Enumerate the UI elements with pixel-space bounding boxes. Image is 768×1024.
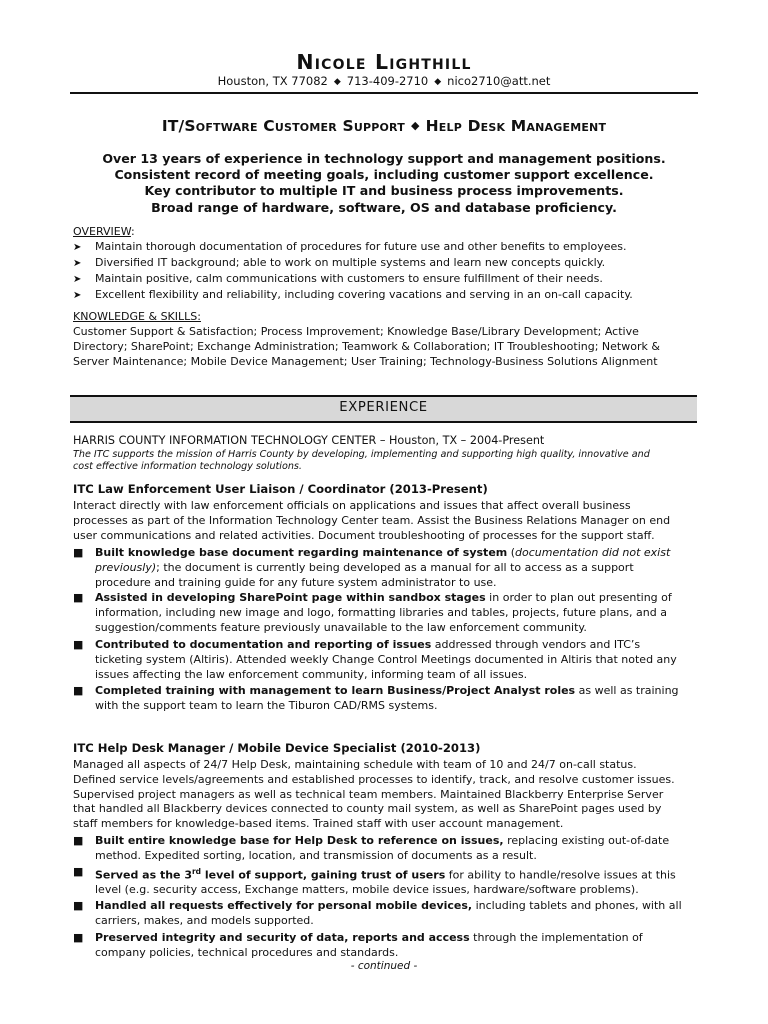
bullet-line: ticketing system (Altiris). Attended weekly Change Control Meetings documented in Altiris that noted any — [95, 652, 677, 666]
mission-line: cost effective information technology solutions. — [73, 461, 302, 473]
bullet-body — [95, 834, 669, 864]
ordinal-suffix: rd — [191, 867, 202, 876]
bullet-line — [95, 591, 672, 606]
bullet-text: replacing existing out-of-date — [503, 834, 670, 847]
list-item — [73, 255, 713, 271]
bullet-bold: Assisted in developing SharePoint page within sandbox stages — [95, 591, 486, 604]
bullet-line — [95, 546, 670, 561]
diamond-separator-icon: ◆ — [434, 77, 442, 87]
role-title: ITC Help Desk Manager / Mobile Device Specialist (2010-2013) — [73, 741, 481, 755]
overview-heading — [73, 225, 135, 239]
overview-label: OVERVIEW — [73, 225, 131, 238]
arrow-bullet-icon: ➤ — [73, 258, 82, 269]
list-item-text: Maintain thorough documentation of procedures for future use and other benefits to employees. — [95, 240, 627, 253]
summary-line: Consistent record of meeting goals, including customer support excellence. — [114, 167, 654, 183]
mission-line: The ITC supports the mission of Harris County by developing, implementing and supporting high quality, innovative and — [73, 449, 650, 460]
skills-text — [73, 325, 701, 369]
bullet-body — [95, 638, 677, 682]
headline — [0, 117, 768, 135]
diamond-separator-icon: ◆ — [333, 77, 341, 87]
skills-line: Server Maintenance; Mobile Device Management; User Training; Technology-Business Solutions Alignment — [73, 354, 658, 368]
square-bullet-icon: ■ — [73, 834, 84, 847]
bullet-bold: Completed training with management to learn Business/Project Analyst roles — [95, 684, 576, 697]
square-bullet-icon: ■ — [73, 638, 84, 651]
bullet-bold: level of support, gaining trust of users — [201, 868, 446, 882]
diamond-separator-icon: ◆ — [410, 119, 420, 132]
description-line: Supervised project managers as well as technical team members. Maintained Blackberry Enterprise Server — [73, 787, 664, 801]
bullet-line — [95, 899, 682, 914]
address: Houston, TX 77082 — [217, 74, 328, 88]
bullet-line — [95, 931, 643, 946]
list-item-text: Maintain positive, calm communications with customers to ensure fulfillment of their needs. — [95, 272, 603, 285]
bullet-line: information, including new image and logo, formatting libraries and tables, projects, future plans, and a — [95, 605, 667, 619]
list-item-text: Excellent flexibility and reliability, including covering vacations and serving in an on-call capacity. — [95, 288, 633, 301]
bullet-line: carriers, makes, and models supported. — [95, 913, 314, 927]
description-line: that handled all Blackberry devices connected to county mail system, as well as SharePoint pages used by — [73, 802, 662, 816]
square-bullet-icon: ■ — [73, 899, 84, 912]
bullet-body — [95, 865, 676, 898]
role-title: ITC Law Enforcement User Liaison / Coordinator (2013-Present) — [73, 482, 488, 496]
bullet-text: as well as training — [575, 684, 679, 697]
bullet-text: in order to plan out presenting of — [485, 591, 672, 604]
employer-line: HARRIS COUNTY INFORMATION TECHNOLOGY CENTER – Houston, TX – 2004-Present — [73, 434, 545, 447]
bullet-line — [95, 684, 679, 699]
arrow-bullet-icon: ➤ — [73, 290, 82, 301]
description-line: staff members for knowledge-based items. Trained staff with user account management. — [73, 817, 564, 831]
description-line: user communications and related activities. Document troubleshooting of processes for the support staff. — [73, 528, 655, 542]
list-item-text: Diversified IT background; able to work on multiple systems and learn new concepts quickly. — [95, 256, 606, 269]
bullet-bold: Built knowledge base document regarding maintenance of system — [95, 546, 508, 559]
summary-line: Broad range of hardware, software, OS and database proficiency. — [151, 199, 617, 215]
list-item — [73, 239, 713, 255]
headline-part1: IT/Software Customer Support — [161, 117, 405, 135]
square-bullet-icon: ■ — [73, 546, 84, 559]
bullet-line: company policies, technical procedures and standards. — [95, 945, 399, 959]
square-bullet-icon: ■ — [73, 591, 84, 604]
bullet-text: including tablets and phones, with all — [472, 899, 682, 912]
square-bullet-icon: ■ — [73, 931, 84, 944]
bullet-bold: Preserved integrity and security of data, reports and access — [95, 931, 470, 944]
bullet-bold: Contributed to documentation and reporting of issues — [95, 638, 432, 651]
overview-list — [73, 239, 713, 303]
bullet-body — [95, 931, 643, 961]
bullet-line — [95, 834, 669, 849]
role-description — [73, 758, 703, 832]
skills-line: Directory; SharePoint; Exchange Administration; Teamwork & Collaboration; IT Troubleshooting; Network & — [73, 339, 660, 353]
continued-note: - continued - — [350, 960, 418, 972]
experience-heading: EXPERIENCE — [339, 400, 428, 415]
description-line: processes as part of the Information Technology Center team. Assist the Business Relations Manager on end — [73, 513, 671, 527]
contact-line — [0, 74, 768, 88]
summary — [0, 151, 768, 216]
bullet-text: addressed through vendors and ITC’s — [431, 638, 641, 651]
bullet-bold: Built entire knowledge base for Help Desk to reference on issues, — [95, 834, 504, 847]
square-bullet-icon: ■ — [73, 684, 84, 697]
list-item — [73, 271, 713, 287]
square-bullet-icon: ■ — [73, 865, 84, 878]
role-description — [73, 499, 703, 543]
bullet-line — [95, 638, 677, 653]
summary-line: Key contributor to multiple IT and business process improvements. — [144, 183, 624, 199]
description-line: Defined service levels/agreements and established processes to identify, track, and resolve customer issues. — [73, 772, 675, 786]
bullet-body — [95, 591, 672, 635]
bullet-line: method. Expedited sorting, location, and transmission of documents as a result. — [95, 848, 537, 862]
headline-part2: Help Desk Management — [425, 117, 607, 135]
bullet-text: for ability to handle/resolve issues at this — [445, 868, 676, 882]
bullet-line: level (e.g. security access, Exchange matters, mobile device issues, hardware/software problems). — [95, 883, 639, 897]
bullet-text: ; the document is currently being developed as a manual for all to access as a support — [156, 560, 634, 574]
bullet-body — [95, 684, 679, 714]
bullet-body — [95, 899, 682, 929]
bullet-body — [95, 546, 670, 590]
bullet-text: ( — [507, 546, 516, 559]
description-line: Interact directly with law enforcement officials on applications and issues that affect overall business — [73, 499, 631, 512]
header-rule — [70, 92, 698, 94]
candidate-name: Nicole Lighthill — [296, 50, 472, 74]
list-item — [73, 287, 713, 303]
arrow-bullet-icon: ➤ — [73, 274, 82, 285]
bullet-line — [95, 865, 676, 883]
overview-label-colon: : — [130, 225, 135, 238]
skills-line: Customer Support & Satisfaction; Process Improvement; Knowledge Base/Library Development; Active — [73, 325, 639, 338]
bullet-line — [95, 561, 670, 576]
bullet-italic: documentation did not exist — [515, 546, 671, 559]
summary-line: Over 13 years of experience in technology support and management positions. — [102, 151, 666, 166]
skills-heading: KNOWLEDGE & SKILLS: — [73, 310, 201, 323]
bullet-bold: Served as the 3 — [95, 868, 192, 882]
bullet-line: issues affecting the law enforcement community, informing team of all issues. — [95, 667, 528, 681]
bullet-bold: Handled all requests effectively for personal mobile devices, — [95, 899, 473, 912]
email: nico2710@att.net — [447, 74, 551, 88]
bullet-line: with the support team to learn the Tiburon CAD/RMS systems. — [95, 698, 438, 712]
description-line: Managed all aspects of 24/7 Help Desk, maintaining schedule with team of 10 and 24/7 on-call status. — [73, 758, 637, 771]
employer-mission — [73, 449, 703, 474]
bullet-text: through the implementation of — [469, 931, 643, 944]
bullet-line: procedure and training guide for any future system administrator to use. — [95, 575, 497, 589]
bullet-line: suggestion/comments feature previously unavailable to the law enforcement community. — [95, 620, 587, 634]
bullet-italic: previously) — [95, 560, 157, 574]
arrow-bullet-icon: ➤ — [73, 242, 82, 253]
phone: 713-409-2710 — [346, 74, 429, 88]
